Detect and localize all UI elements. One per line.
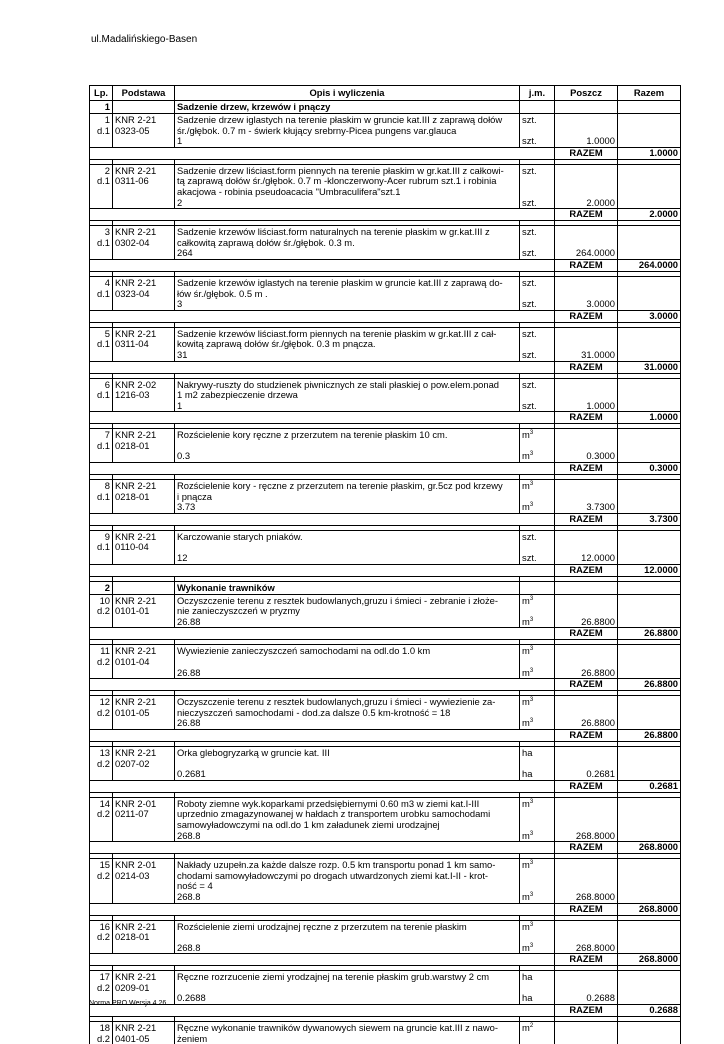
section-unit — [520, 581, 555, 594]
sum-value: 0.2688 — [618, 1005, 681, 1017]
item-basis: KNR 2-21 0401-05 — [113, 1022, 175, 1044]
item-razem-empty — [618, 746, 681, 780]
table-header — [90, 86, 681, 101]
sum-label: RAZEM — [555, 842, 618, 854]
item-description: Rozścielenie kory - ręczne z przerzutem na terenie płaskim, gr.5cz pod krzewy i pnącza 3.73 — [175, 480, 520, 514]
sum-blank — [90, 842, 555, 854]
item-poszcz: 3.0000 — [555, 276, 618, 310]
sum-label: RAZEM — [555, 1005, 618, 1017]
item-number: 11 d.2 — [90, 645, 113, 679]
item-description: Orka glebogryzarką w gruncie kat. III 0.2681 — [175, 746, 520, 780]
item-poszcz: 31.0000 — [555, 327, 618, 361]
item-basis: KNR 2-21 0218-01 — [113, 480, 175, 514]
section-basis — [113, 581, 175, 594]
sum-blank — [90, 412, 555, 424]
table-row — [90, 530, 681, 564]
item-unit: szt. szt. — [520, 530, 555, 564]
item-basis: KNR 2-21 0311-04 — [113, 327, 175, 361]
item-unit: $m^3$ $m^3$ — [520, 594, 555, 628]
table-row — [90, 645, 681, 679]
sum-value: 26.8800 — [618, 628, 681, 640]
item-number: 9 d.1 — [90, 530, 113, 564]
item-number: 15 d.2 — [90, 859, 113, 903]
item-razem-empty — [618, 645, 681, 679]
item-unit: szt. szt. — [520, 226, 555, 260]
table-row — [90, 746, 681, 780]
item-poszcz: 268.8000 — [555, 797, 618, 841]
sum-value: 0.3000 — [618, 463, 681, 475]
item-number: 10 d.2 — [90, 594, 113, 628]
item-number: 12 d.2 — [90, 696, 113, 730]
sum-value: 268.8000 — [618, 842, 681, 854]
sum-row — [90, 1005, 681, 1017]
sum-row — [90, 628, 681, 640]
sum-label: RAZEM — [555, 147, 618, 159]
item-basis: KNR 2-21 0207-02 — [113, 746, 175, 780]
item-poszcz: 268.8000 — [555, 859, 618, 903]
sum-label: RAZEM — [555, 679, 618, 691]
sum-value: 0.2681 — [618, 780, 681, 792]
sum-label: RAZEM — [555, 954, 618, 966]
item-description: Nakłady uzupełn.za każde dalsze rozp. 0.5 km transportu ponad 1 km samo- chodami samowyładowczymi po drogach utwardzonych ziemi kat.I-II - krot- ność = 4 268.8 — [175, 859, 520, 903]
document-footer: Norma PRO Wersja 4.26 — [89, 1000, 166, 1007]
sum-value: 268.8000 — [618, 903, 681, 915]
sum-row — [90, 259, 681, 271]
section-razem — [618, 101, 681, 114]
item-poszcz: 0.3000 — [555, 429, 618, 463]
item-basis: KNR 2-21 0323-04 — [113, 276, 175, 310]
sum-value: 1.0000 — [618, 412, 681, 424]
item-description: Rozścielenie ziemi urodzajnej ręczne z przerzutem na terenie płaskim 268.8 — [175, 920, 520, 954]
sum-value: 26.8800 — [618, 729, 681, 741]
col-opis: Opis i wyliczenia — [175, 86, 520, 101]
item-poszcz: 26.8800 — [555, 696, 618, 730]
item-razem-empty — [618, 327, 681, 361]
section-razem — [618, 581, 681, 594]
item-unit: $m^3$ $m^3$ — [520, 480, 555, 514]
item-basis: KNR 2-21 0311-06 — [113, 164, 175, 208]
sum-row — [90, 903, 681, 915]
section-poszcz — [555, 101, 618, 114]
section-row — [90, 101, 681, 114]
item-poszcz: 1.0000 — [555, 378, 618, 412]
item-basis: KNR 2-21 0218-01 — [113, 429, 175, 463]
table-row — [90, 594, 681, 628]
sum-label: RAZEM — [555, 463, 618, 475]
sum-blank — [90, 310, 555, 322]
item-number: 3 d.1 — [90, 226, 113, 260]
item-number: 14 d.2 — [90, 797, 113, 841]
item-poszcz: 268.8000 — [555, 920, 618, 954]
item-description: Karczowanie starych pniaków. 12 — [175, 530, 520, 564]
item-basis: KNR 2-21 0101-05 — [113, 696, 175, 730]
sum-value: 1.0000 — [618, 147, 681, 159]
item-description: Sadzenie krzewów liściast.form piennych na terenie płaskim w gr.kat.III z cał- kowitą zaprawą dołów śr./głębok. 0.3 m pnącza. 31 — [175, 327, 520, 361]
item-razem-empty — [618, 276, 681, 310]
document-header: ul.Madalińskiego-Basen — [91, 34, 197, 45]
sum-row — [90, 147, 681, 159]
col-jm: j.m. — [520, 86, 555, 101]
section-poszcz — [555, 581, 618, 594]
sum-value: 12.0000 — [618, 564, 681, 576]
item-poszcz: 264.0000 — [555, 226, 618, 260]
item-unit: szt. szt. — [520, 114, 555, 148]
table-row — [90, 327, 681, 361]
sum-value: 264.0000 — [618, 259, 681, 271]
sum-blank — [90, 903, 555, 915]
item-unit: $m^3$ $m^3$ — [520, 696, 555, 730]
item-number: 1 d.1 — [90, 114, 113, 148]
sum-row — [90, 310, 681, 322]
table-row — [90, 429, 681, 463]
item-basis: KNR 2-21 0302-04 — [113, 226, 175, 260]
table-row — [90, 378, 681, 412]
item-number: 2 d.1 — [90, 164, 113, 208]
sum-row — [90, 361, 681, 373]
col-razem: Razem — [618, 86, 681, 101]
section-row — [90, 581, 681, 594]
sum-blank — [90, 147, 555, 159]
sum-blank — [90, 463, 555, 475]
sum-label: RAZEM — [555, 903, 618, 915]
sum-value: 31.0000 — [618, 361, 681, 373]
item-unit: $m^3$ $m^3$ — [520, 645, 555, 679]
table-row — [90, 859, 681, 903]
item-razem-empty — [618, 480, 681, 514]
sum-row — [90, 954, 681, 966]
item-poszcz: 0.2681 — [555, 746, 618, 780]
col-podstawa: Podstawa — [113, 86, 175, 101]
item-number: 13 d.2 — [90, 746, 113, 780]
item-razem-empty — [618, 164, 681, 208]
item-razem-empty — [618, 226, 681, 260]
table-row — [90, 920, 681, 954]
sum-label: RAZEM — [555, 564, 618, 576]
sum-value: 2.0000 — [618, 209, 681, 221]
sum-blank — [90, 628, 555, 640]
item-unit: szt. szt. — [520, 276, 555, 310]
sum-row — [90, 412, 681, 424]
item-poszcz: 26.8800 — [555, 594, 618, 628]
sum-row — [90, 564, 681, 576]
item-razem-empty — [618, 859, 681, 903]
sum-row — [90, 679, 681, 691]
item-description: Ręczne wykonanie trawników dywanowych siewem na gruncie kat.III z nawo- żeniem — [175, 1022, 520, 1044]
item-unit: $m^3$ $m^3$ — [520, 859, 555, 903]
item-description: Roboty ziemne wyk.koparkami przedsiębiernymi 0.60 m3 w ziemi kat.I-III uprzednio zmagazynowanej w hałdach z transportem urobku samochodami samowyładowczymi na odl.do 1 km załadunek ziemi urodzajnej 268.8 — [175, 797, 520, 841]
sum-label: RAZEM — [555, 209, 618, 221]
item-unit: szt. szt. — [520, 327, 555, 361]
item-unit: $m^2$ — [520, 1022, 555, 1044]
sum-label: RAZEM — [555, 729, 618, 741]
item-razem-empty — [618, 429, 681, 463]
table-body — [90, 101, 681, 1044]
item-razem-empty — [618, 1022, 681, 1044]
item-number: 18 d.2 — [90, 1022, 113, 1044]
table-row — [90, 226, 681, 260]
item-razem-empty — [618, 971, 681, 1005]
sum-row — [90, 780, 681, 792]
table-row — [90, 696, 681, 730]
item-description: Rozścielenie kory ręczne z przerzutem na terenie płaskim 10 cm. 0.3 — [175, 429, 520, 463]
item-razem-empty — [618, 530, 681, 564]
sum-label: RAZEM — [555, 628, 618, 640]
sum-label: RAZEM — [555, 310, 618, 322]
item-basis: KNR 2-01 0214-03 — [113, 859, 175, 903]
item-basis: KNR 2-21 0101-01 — [113, 594, 175, 628]
sum-blank — [90, 780, 555, 792]
cost-table — [89, 85, 681, 1044]
item-description: Oczyszczenie terenu z resztek budowlanych,gruzu i śmieci - wywiezienie za- nieczyszczeń samochodami - dod.za dalsze 0.5 km-krotność = 18 26.88 — [175, 696, 520, 730]
item-basis: KNR 2-01 0211-07 — [113, 797, 175, 841]
sum-blank — [90, 954, 555, 966]
item-description: Sadzenie drzew liściast.form piennych na terenie płaskim w gr.kat.III z całkowi- tą zaprawą dołów śr./głębok. 0.7 m -klonczerwony-Acer rubrum szt.1 i robinia akacjowa - robinia pseudoacacia "Umbraculifera"szt.1 2 — [175, 164, 520, 208]
sum-label: RAZEM — [555, 513, 618, 525]
item-description: Sadzenie drzew iglastych na terenie płaskim w gruncie kat.III z zaprawą dołów śr./głębok. 0.7 m - świerk kłujący srebrny-Picea pungens var.glauca 1 — [175, 114, 520, 148]
item-basis: KNR 2-21 0110-04 — [113, 530, 175, 564]
item-poszcz — [555, 1022, 618, 1044]
item-razem-empty — [618, 920, 681, 954]
item-number: 8 d.1 — [90, 480, 113, 514]
sum-row — [90, 729, 681, 741]
sum-value: 3.0000 — [618, 310, 681, 322]
section-number: 1 — [90, 101, 113, 114]
table-row — [90, 164, 681, 208]
sum-blank — [90, 361, 555, 373]
item-description: Wywiezienie zanieczyszczeń samochodami na odl.do 1.0 km 26.88 — [175, 645, 520, 679]
item-razem-empty — [618, 378, 681, 412]
sum-blank — [90, 209, 555, 221]
sum-label: RAZEM — [555, 259, 618, 271]
table-row — [90, 1022, 681, 1044]
item-poszcz: 3.7300 — [555, 480, 618, 514]
table-row — [90, 276, 681, 310]
sum-row — [90, 842, 681, 854]
item-razem-empty — [618, 594, 681, 628]
item-poszcz: 26.8800 — [555, 645, 618, 679]
sum-blank — [90, 729, 555, 741]
section-basis — [113, 101, 175, 114]
item-basis: KNR 2-21 0209-01 — [113, 971, 175, 1005]
table-row — [90, 971, 681, 1005]
sum-row — [90, 513, 681, 525]
item-number: 6 d.1 — [90, 378, 113, 412]
sum-value: 26.8800 — [618, 679, 681, 691]
section-unit — [520, 101, 555, 114]
item-razem-empty — [618, 114, 681, 148]
section-title: Wykonanie trawników — [175, 581, 520, 594]
item-basis: KNR 2-02 1216-03 — [113, 378, 175, 412]
table-row — [90, 480, 681, 514]
item-basis: KNR 2-21 0101-04 — [113, 645, 175, 679]
item-poszcz: 12.0000 — [555, 530, 618, 564]
table-row — [90, 797, 681, 841]
table-row — [90, 114, 681, 148]
sum-label: RAZEM — [555, 780, 618, 792]
sum-value: 268.8000 — [618, 954, 681, 966]
sum-blank — [90, 259, 555, 271]
item-poszcz: 0.2688 — [555, 971, 618, 1005]
item-description: Ręczne rozrzucenie ziemi yrodzajnej na terenie płaskim grub.warstwy 2 cm 0.2688 — [175, 971, 520, 1005]
sum-label: RAZEM — [555, 361, 618, 373]
item-unit: szt. szt. — [520, 164, 555, 208]
item-number: 7 d.1 — [90, 429, 113, 463]
item-poszcz: 1.0000 — [555, 114, 618, 148]
item-description: Sadzenie krzewów liściast.form naturalnych na terenie płaskim w gr.kat.III z całkowitą zaprawą dołów śr./głębok. 0.3 m. 264 — [175, 226, 520, 260]
item-basis: KNR 2-21 0323-05 — [113, 114, 175, 148]
sum-blank — [90, 679, 555, 691]
section-title: Sadzenie drzew, krzewów i pnączy — [175, 101, 520, 114]
item-unit: ha ha — [520, 746, 555, 780]
sum-blank — [90, 513, 555, 525]
item-unit: $m^3$ $m^3$ — [520, 920, 555, 954]
sum-blank — [90, 564, 555, 576]
col-poszcz: Poszcz — [555, 86, 618, 101]
sum-row — [90, 209, 681, 221]
item-unit: $m^3$ $m^3$ — [520, 429, 555, 463]
col-lp: Lp. — [90, 86, 113, 101]
item-unit: $m^3$ $m^3$ — [520, 797, 555, 841]
item-razem-empty — [618, 696, 681, 730]
item-razem-empty — [618, 797, 681, 841]
item-description: Nakrywy-ruszty do studzienek piwnicznych ze stali płaskiej o pow.elem.ponad 1 m2 zabezpieczenie drzewa 1 — [175, 378, 520, 412]
item-poszcz: 2.0000 — [555, 164, 618, 208]
item-number: 17 d.2 — [90, 971, 113, 1005]
item-unit: szt. szt. — [520, 378, 555, 412]
sum-value: 3.7300 — [618, 513, 681, 525]
section-number: 2 — [90, 581, 113, 594]
sum-row — [90, 463, 681, 475]
item-number: 5 d.1 — [90, 327, 113, 361]
item-unit: ha ha — [520, 971, 555, 1005]
item-number: 16 d.2 — [90, 920, 113, 954]
sum-label: RAZEM — [555, 412, 618, 424]
item-description: Sadzenie krzewów iglastych na terenie płaskim w gruncie kat.III z zaprawą do- łów śr./głębok. 0.5 m . 3 — [175, 276, 520, 310]
item-description: Oczyszczenie terenu z resztek budowlanych,gruzu i śmieci - zebranie i złoże- nie zanieczyszczeń w pryzmy 26.88 — [175, 594, 520, 628]
item-number: 4 d.1 — [90, 276, 113, 310]
item-basis: KNR 2-21 0218-01 — [113, 920, 175, 954]
